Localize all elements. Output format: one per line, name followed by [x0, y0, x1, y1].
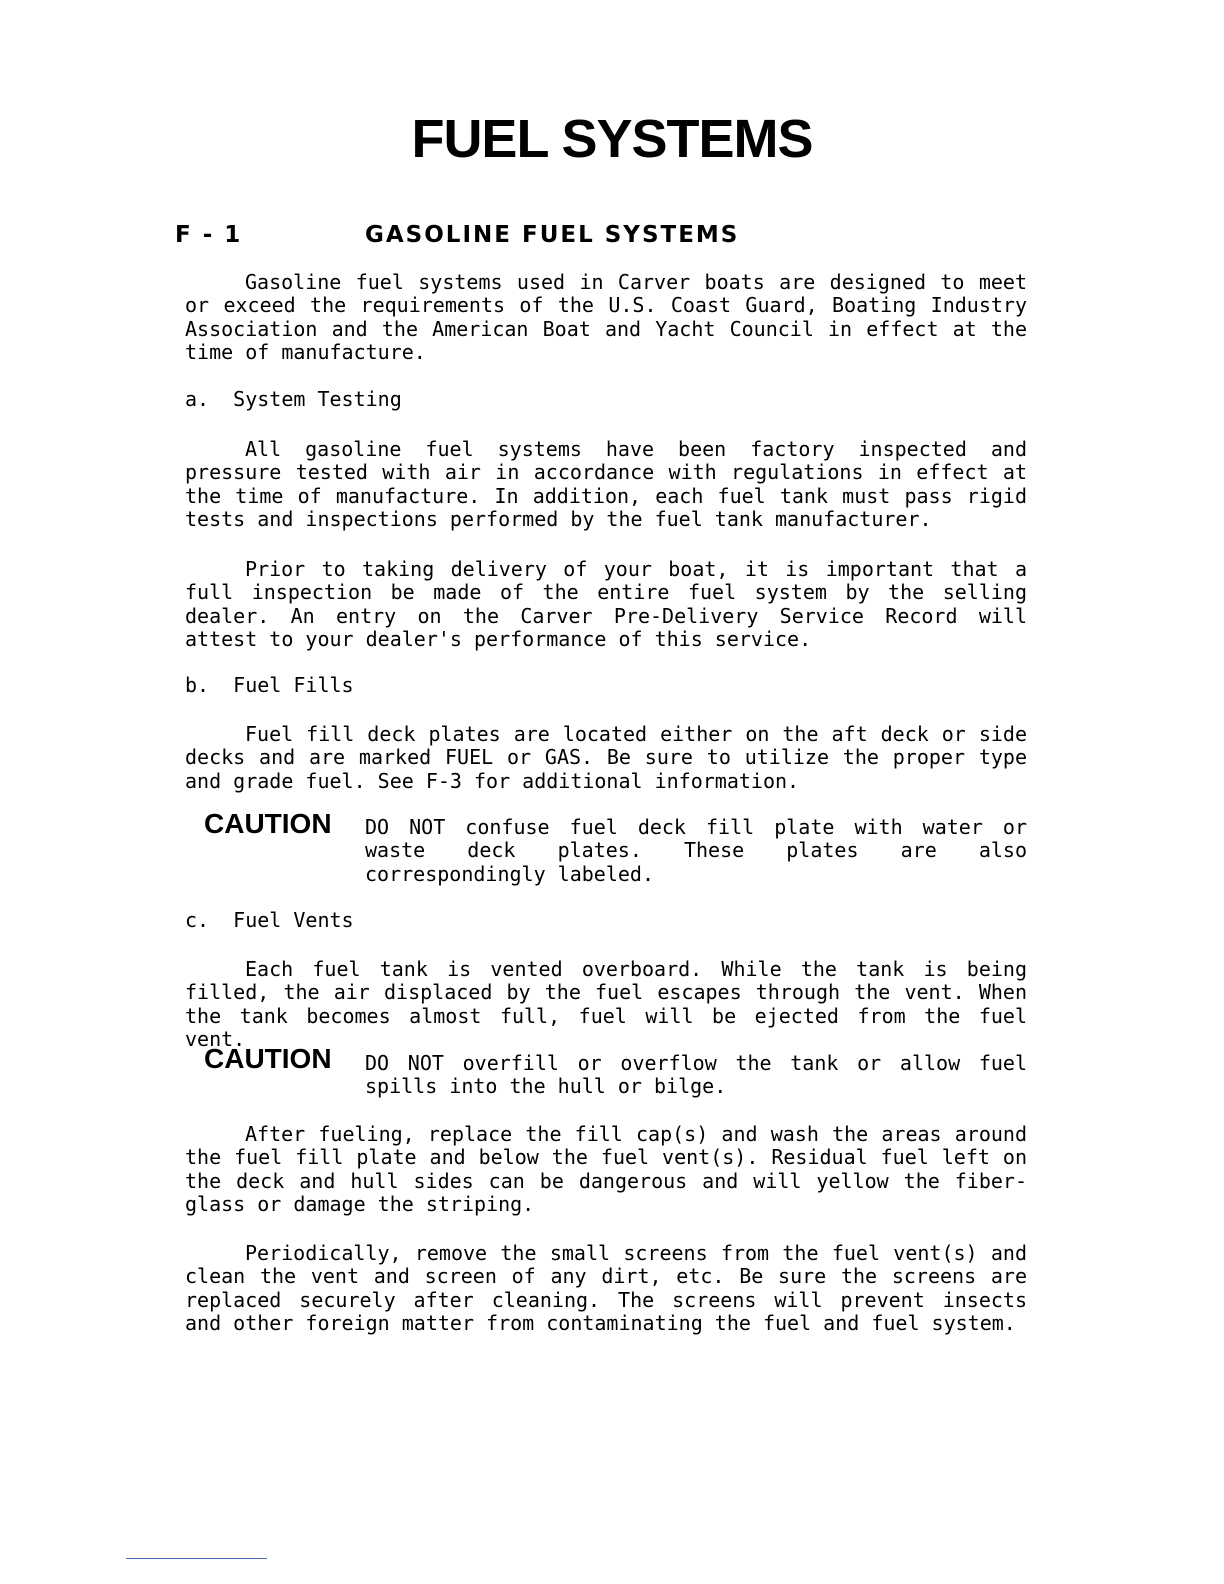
system-testing-paragraph-2: Prior to taking delivery of your boat, it is important that a full inspection be made of the entire fuel system by the selling dealer. An entry on the Carver Pre-Delivery Service Record will attest to your dealer's performance of this service. — [185, 557, 1027, 651]
caution-text: DO NOT overfill or overflow the tank or allow fuel spills into the hull or bilge. — [365, 1051, 1027, 1099]
section-number: F - 1 — [175, 222, 243, 248]
page-title: FUEL SYSTEMS — [411, 109, 813, 169]
system-testing-paragraph-1: All gasoline fuel systems have been factory inspected and pressure tested with air in accordance with regulations in effect at the time of manufacture. In addition, each fuel tank must pass rigid tests and inspections performed by the fuel tank manufacturer. — [185, 437, 1027, 531]
section-title: GASOLINE FUEL SYSTEMS — [365, 222, 740, 248]
section-heading — [175, 222, 1075, 248]
fuel-fills-paragraph: Fuel fill deck plates are located either on the aft deck or side decks and are marked FUEL or GAS. Be sure to utilize the proper type and grade fuel. See F-3 for additional information. — [185, 722, 1027, 793]
subheading-fuel-fills: b. Fuel Fills — [185, 673, 354, 697]
intro-paragraph: Gasoline fuel systems used in Carver boats are designed to meet or exceed the requirements of the U.S. Coast Guard, Boating Industry Association and the American Boat and Yacht Council in effect at the time of manufacture. — [185, 270, 1027, 364]
subheading-system-testing: a. System Testing — [185, 387, 402, 411]
footer-rule — [126, 1558, 267, 1559]
fuel-vents-paragraph-2: After fueling, replace the fill cap(s) and wash the areas around the fuel fill plate and below the fuel vent(s). Residual fuel left on the deck and hull sides can be dangerous and will yellow the fiber-glass or damage the striping. — [185, 1122, 1027, 1216]
caution-text: DO NOT confuse fuel deck fill plate with water or waste deck plates. These plates are also correspondingly labeled. — [365, 815, 1027, 886]
fuel-vents-paragraph-1: Each fuel tank is vented overboard. While the tank is being filled, the air displaced by the fuel escapes through the vent. When the tank becomes almost full, fuel will be ejected from the fuel vent. — [185, 957, 1027, 1051]
fuel-vents-paragraph-3: Periodically, remove the small screens from the fuel vent(s) and clean the vent and screen of any dirt, etc. Be sure the screens are replaced securely after cleaning. The screens will prevent insects and other foreign matter from contaminating the fuel and fuel system. — [185, 1241, 1027, 1335]
caution-label: CAUTION — [204, 808, 332, 839]
caution-label: CAUTION — [204, 1043, 332, 1074]
subheading-fuel-vents: c. Fuel Vents — [185, 908, 354, 932]
